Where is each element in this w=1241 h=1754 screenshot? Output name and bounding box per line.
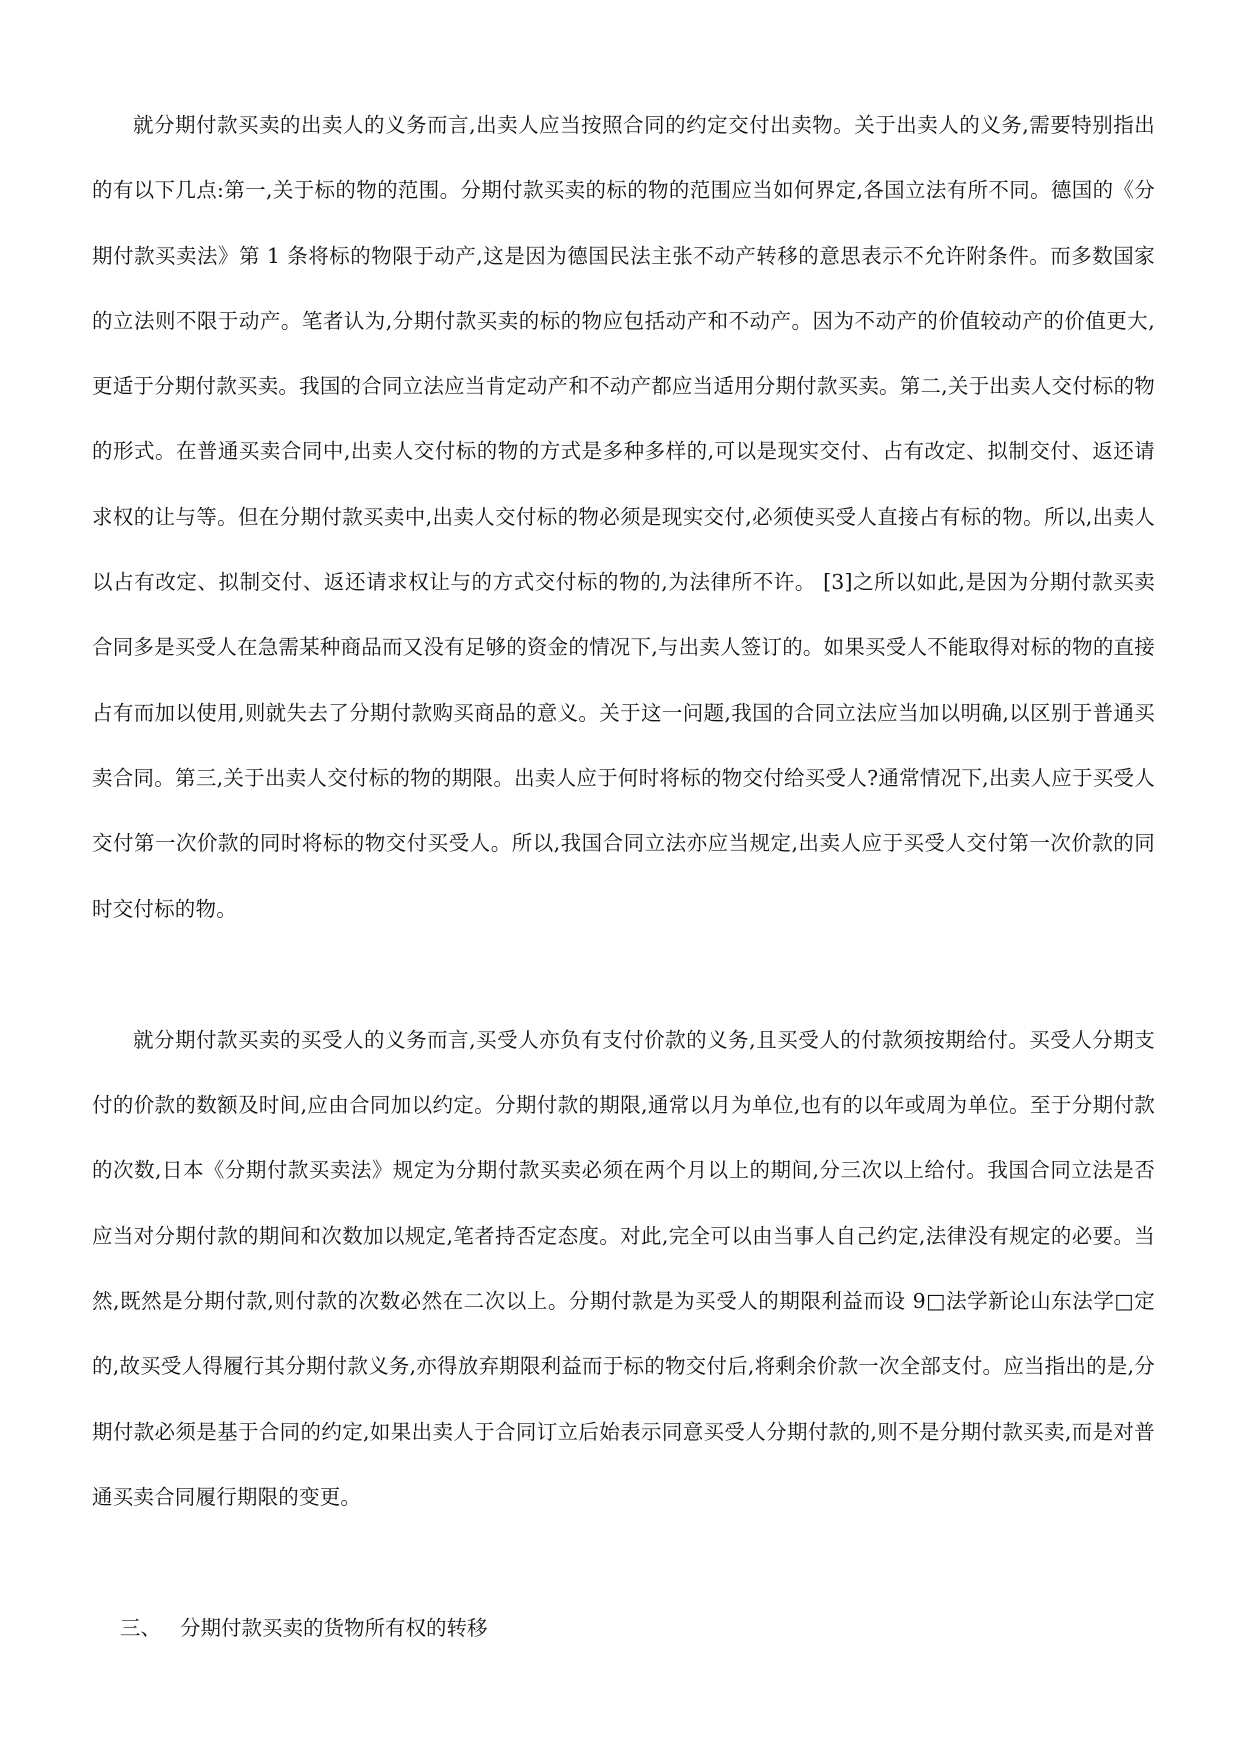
paragraph-buyer-obligations: 就分期付款买卖的买受人的义务而言,买受人亦负有支付价款的义务,且买受人的付款须按期给付。买受人分期支付的价款的数额及时间,应由合同加以约定。分期付款的期限,通常以月为单位,也有的以年或周为单位。至于分期付款的次数,日本《分期付款买卖法》规定为分期付款买卖必须在两个月以上的期间,分三次以上给付。我国合同立法是否应当对分期付款的期间和次数加以规定,笔者持否定态度。对此,完全可以由当事人自己约定,法律没有规定的必要。当然,既然是分期付款,则付款的次数必然在二次以上。分期付款是为买受人的期限利益而设 9□法学新论山东法学□定的,故买受人得履行其分期付款义务,亦得放弃期限利益而于标的物交付后,将剩余价款一次全部支付。应当指出的是,分期付款必须是基于合同的约定,如果出卖人于合同订立后始表示同意买受人分期付款的,则不是分期付款买卖,而是对普通买卖合同履行期限的变更。 <box>92 1027 1155 1509</box>
paragraph-seller-obligations: 就分期付款买卖的出卖人的义务而言,出卖人应当按照合同的约定交付出卖物。关于出卖人的义务,需要特别指出的有以下几点:第一,关于标的物的范围。分期付款买卖的标的物的范围应当如何界定,各国立法有所不同。德国的《分期付款买卖法》第 1 条将标的物限于动产,这是因为德国民法主张不动产转移的意思表示不允许附条件。而多数国家的立法则不限于动产。笔者认为,分期付款买卖的标的物应包括动产和不动产。因为不动产的价值较动产的价值更大,更适于分期付款买卖。我国的合同立法应当肯定动产和不动产都应当适用分期付款买卖。第二,关于出卖人交付标的物的形式。在普通买卖合同中,出卖人交付标的物的方式是多种多样的,可以是现实交付、占有改定、拟制交付、返还请求权的让与等。但在分期付款买卖中,出卖人交付标的物必须是现实交付,必须使买受人直接占有标的物。所以,出卖人以占有改定、拟制交付、返还请求权让与的方式交付标的物的,为法律所不许。 [3]之所以如此,是因为分期付款买卖合同多是买受人在急需某种商品而又没有足够的资金的情况下,与出卖人签订的。如果买受人不能取得对标的物的直接占有而加以使用,则就失去了分期付款购买商品的意义。关于这一问题,我国的合同立法应当加以明确,以区别于普通买卖合同。第三,关于出卖人交付标的物的期限。出卖人应于何时将标的物交付给买受人?通常情况下,出卖人应于买受人交付第一次价款的同时将标的物交付买受人。所以,我国合同立法亦应当规定,出卖人应于买受人交付第一次价款的同时交付标的物。 <box>92 113 1155 921</box>
section-heading <box>92 1596 1155 1661</box>
document-page <box>92 93 1155 1661</box>
section-number: 三、 <box>120 1616 161 1641</box>
section-title: 分期付款买卖的货物所有权的转移 <box>180 1616 488 1641</box>
